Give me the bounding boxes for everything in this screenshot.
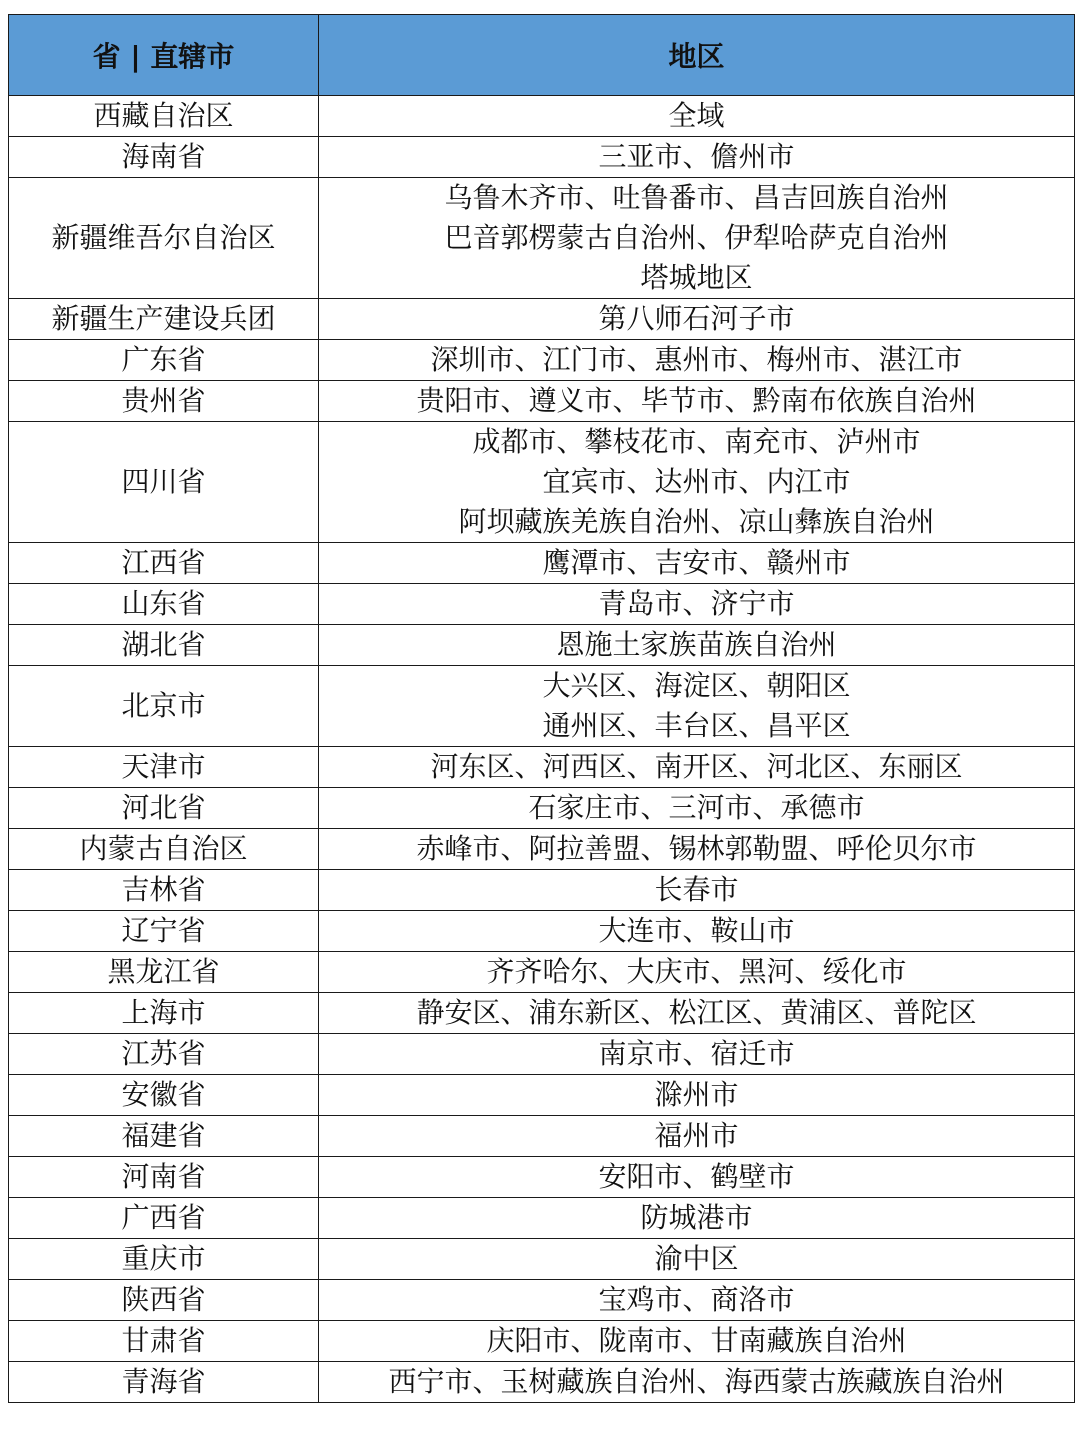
table-row — [9, 96, 1075, 137]
area-cell — [319, 1075, 1075, 1116]
table-row — [9, 625, 1075, 666]
area-line: 青岛市、济宁市 — [598, 587, 795, 620]
table-row — [9, 137, 1075, 178]
province-cell: 广东省 — [9, 340, 319, 381]
table-header — [9, 15, 1075, 96]
area-cell — [319, 1157, 1075, 1198]
area-cell — [319, 1321, 1075, 1362]
area-cell — [319, 952, 1075, 993]
area-line: 巴音郭楞蒙古自治州、伊犁哈萨克自治州 — [444, 221, 949, 254]
area-line: 大连市、鞍山市 — [598, 914, 795, 947]
area-cell — [319, 1034, 1075, 1075]
province-cell: 贵州省 — [9, 381, 319, 422]
table-row — [9, 788, 1075, 829]
table-row — [9, 829, 1075, 870]
area-line: 阿坝藏族羌族自治州、凉山彝族自治州 — [458, 505, 935, 538]
province-cell: 海南省 — [9, 137, 319, 178]
area-cell — [319, 666, 1075, 747]
province-cell: 陕西省 — [9, 1280, 319, 1321]
table-row — [9, 1157, 1075, 1198]
province-cell: 上海市 — [9, 993, 319, 1034]
regions-table — [8, 14, 1075, 1403]
area-line: 鹰潭市、吉安市、赣州市 — [542, 546, 851, 579]
area-line: 静安区、浦东新区、松江区、黄浦区、普陀区 — [416, 996, 977, 1029]
area-line: 石家庄市、三河市、承德市 — [528, 791, 865, 824]
header-province: 省 | 直辖市 — [9, 15, 319, 96]
area-cell — [319, 381, 1075, 422]
province-cell: 北京市 — [9, 666, 319, 747]
area-cell — [319, 422, 1075, 543]
area-cell — [319, 747, 1075, 788]
province-cell: 重庆市 — [9, 1239, 319, 1280]
area-cell — [319, 829, 1075, 870]
province-cell: 河北省 — [9, 788, 319, 829]
area-cell — [319, 625, 1075, 666]
table-row — [9, 1239, 1075, 1280]
area-line: 宝鸡市、商洛市 — [598, 1283, 795, 1316]
area-line: 宜宾市、达州市、内江市 — [542, 465, 851, 498]
table-row — [9, 1075, 1075, 1116]
table-body — [9, 96, 1075, 1403]
table-row — [9, 584, 1075, 625]
table-row — [9, 911, 1075, 952]
area-cell — [319, 299, 1075, 340]
province-cell: 西藏自治区 — [9, 96, 319, 137]
table-row — [9, 747, 1075, 788]
area-line: 大兴区、海淀区、朝阳区 — [542, 669, 851, 702]
province-cell: 四川省 — [9, 422, 319, 543]
table-row — [9, 666, 1075, 747]
area-line: 齐齐哈尔、大庆市、黑河、绥化市 — [486, 955, 907, 988]
table-row — [9, 1280, 1075, 1321]
province-cell: 青海省 — [9, 1362, 319, 1403]
area-line: 塔城地区 — [640, 261, 753, 294]
header-area: 地区 — [319, 15, 1075, 96]
table-row — [9, 1321, 1075, 1362]
area-line: 河东区、河西区、南开区、河北区、东丽区 — [430, 750, 963, 783]
province-cell: 江西省 — [9, 543, 319, 584]
province-cell: 安徽省 — [9, 1075, 319, 1116]
area-cell — [319, 340, 1075, 381]
area-cell — [319, 911, 1075, 952]
area-cell — [319, 1239, 1075, 1280]
table-row — [9, 178, 1075, 299]
province-cell: 内蒙古自治区 — [9, 829, 319, 870]
area-cell — [319, 870, 1075, 911]
area-line: 防城港市 — [640, 1201, 753, 1234]
area-cell — [319, 1116, 1075, 1157]
area-line: 南京市、宿迁市 — [598, 1037, 795, 1070]
province-cell: 吉林省 — [9, 870, 319, 911]
area-cell — [319, 1198, 1075, 1239]
area-line: 成都市、攀枝花市、南充市、泸州市 — [472, 425, 921, 458]
area-line: 全域 — [668, 99, 725, 132]
area-cell — [319, 543, 1075, 584]
area-line: 安阳市、鹤壁市 — [598, 1160, 795, 1193]
area-line: 第八师石河子市 — [598, 302, 795, 335]
province-cell: 河南省 — [9, 1157, 319, 1198]
table-row — [9, 381, 1075, 422]
area-cell — [319, 584, 1075, 625]
area-line: 深圳市、江门市、惠州市、梅州市、湛江市 — [430, 343, 963, 376]
table-row — [9, 299, 1075, 340]
area-line: 乌鲁木齐市、吐鲁番市、昌吉回族自治州 — [444, 181, 949, 214]
province-cell: 黑龙江省 — [9, 952, 319, 993]
area-cell — [319, 178, 1075, 299]
table-row — [9, 422, 1075, 543]
area-line: 渝中区 — [654, 1242, 739, 1275]
province-cell: 新疆生产建设兵团 — [9, 299, 319, 340]
area-line: 福州市 — [654, 1119, 739, 1152]
area-cell — [319, 788, 1075, 829]
province-cell: 福建省 — [9, 1116, 319, 1157]
table-row — [9, 993, 1075, 1034]
area-cell — [319, 1362, 1075, 1403]
area-line: 三亚市、儋州市 — [598, 140, 795, 173]
province-cell: 江苏省 — [9, 1034, 319, 1075]
area-line: 庆阳市、陇南市、甘南藏族自治州 — [486, 1324, 907, 1357]
area-line: 通州区、丰台区、昌平区 — [542, 709, 851, 742]
area-line: 滁州市 — [654, 1078, 739, 1111]
area-cell — [319, 993, 1075, 1034]
area-line: 长春市 — [654, 873, 739, 906]
table-row — [9, 340, 1075, 381]
header-row — [9, 15, 1075, 96]
area-line: 恩施土家族苗族自治州 — [556, 628, 837, 661]
province-cell: 山东省 — [9, 584, 319, 625]
province-cell: 湖北省 — [9, 625, 319, 666]
province-cell: 天津市 — [9, 747, 319, 788]
area-cell — [319, 137, 1075, 178]
table-row — [9, 1198, 1075, 1239]
area-line: 西宁市、玉树藏族自治州、海西蒙古族藏族自治州 — [388, 1365, 1005, 1398]
table-row — [9, 1116, 1075, 1157]
province-cell: 甘肃省 — [9, 1321, 319, 1362]
table-row — [9, 1362, 1075, 1403]
province-cell: 辽宁省 — [9, 911, 319, 952]
area-cell — [319, 96, 1075, 137]
area-cell — [319, 1280, 1075, 1321]
table-row — [9, 1034, 1075, 1075]
province-cell: 广西省 — [9, 1198, 319, 1239]
table-row — [9, 870, 1075, 911]
area-line: 赤峰市、阿拉善盟、锡林郭勒盟、呼伦贝尔市 — [416, 832, 977, 865]
table-row — [9, 952, 1075, 993]
area-line: 贵阳市、遵义市、毕节市、黔南布依族自治州 — [416, 384, 977, 417]
table-row — [9, 543, 1075, 584]
province-cell: 新疆维吾尔自治区 — [9, 178, 319, 299]
